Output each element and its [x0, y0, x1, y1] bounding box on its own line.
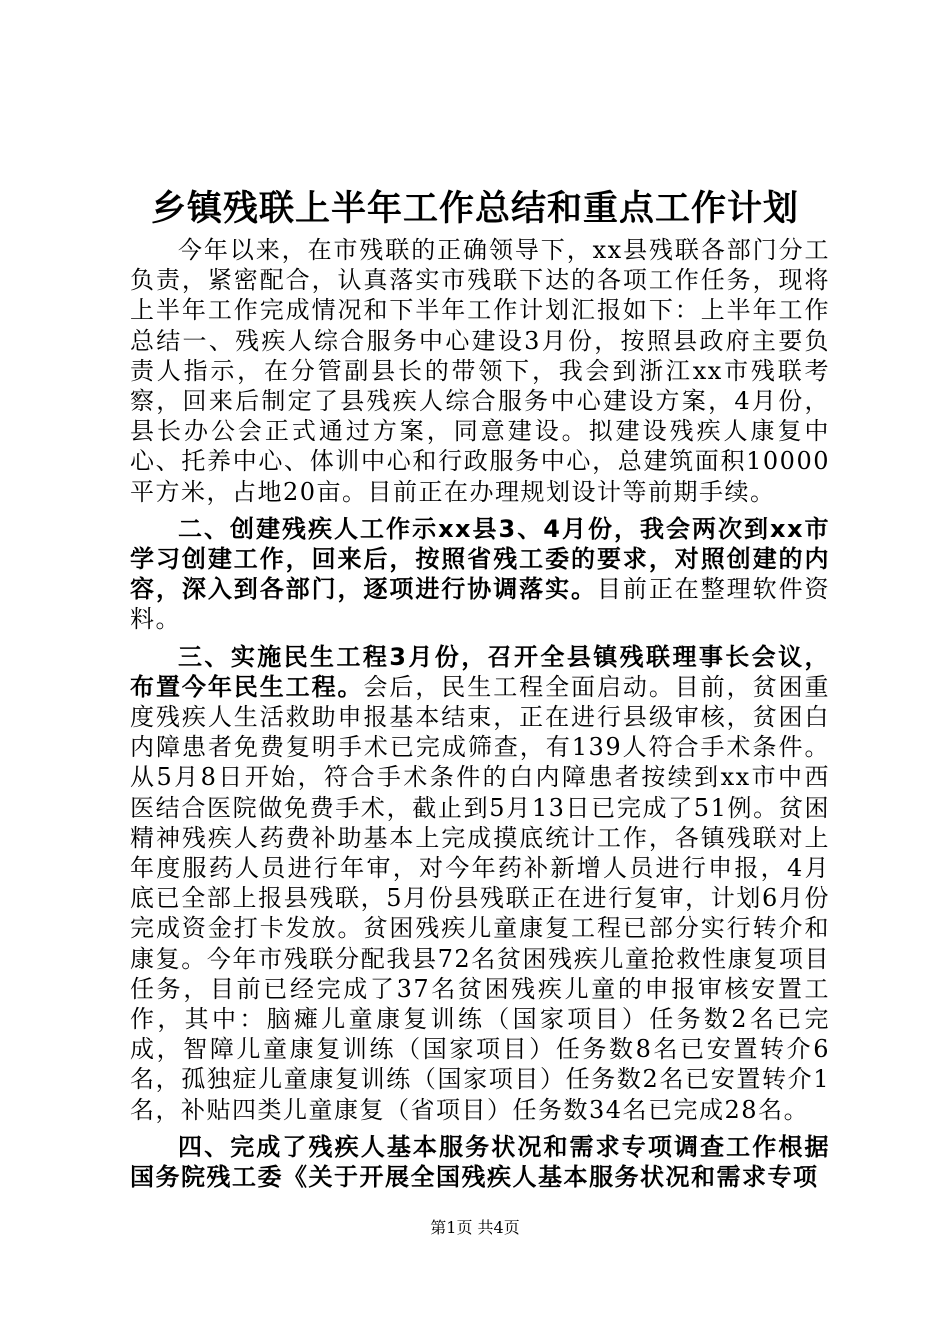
paragraph-1 — [130, 235, 830, 507]
paragraph-2 — [130, 514, 830, 635]
paragraph-4-heading: 四、完成了残疾人基本服务状况和需求专项调查工作根据国务院残工委《关于开展全国残疾人基本服务状况和需求专项 — [130, 1132, 830, 1192]
paragraph-1-text: 今年以来，在市残联的正确领导下，xx县残联各部门分工负责，紧密配合，认真落实市残联下达的各项工作任务，现将上半年工作完成情况和下半年工作计划汇报如下：上半年工作总结一、残疾人综合服务中心建设3月份，按照县政府主要负责人指示，在分管副县长的带领下，我会到浙江xx市残联考察，回来后制定了县残疾人综合服务中心建设方案，4月份，县长办公会正式通过方案，同意建设。拟建设残疾人康复中心、托养中心、体训中心和行政服务中心，总建筑面积10000平方米，占地20亩。目前正在办理规划设计等前期手续。 — [130, 236, 830, 506]
paragraph-3 — [130, 642, 830, 1125]
page-number-footer: 第1页 共4页 — [430, 1218, 520, 1237]
paragraph-2-heading: 二、创建残疾人工作示xx县3、4月份，我会两次到xx市学习创建工作，回来后，按照省残工委的要求，对照创建的内容，深入到各部门，逐项进行协调落实。 — [130, 514, 830, 604]
paragraph-3-text: 会后，民生工程全面启动。目前，贫困重度残疾人生活救助申报基本结束，正在进行县级审核，贫困白内障患者免费复明手术已完成筛查，有139人符合手术条件。从5月8日开始，符合手术条件的白内障患者按续到xx市中西医结合医院做免费手术，截止到5月13日已完成了51例。贫困精神残疾人药费补助基本上完成摸底统计工作，各镇残联对上年度服药人员进行年审，对今年药补新增人员进行申报，4月底已全部上报县残联，5月份县残联正在进行复审，计划6月份完成资金打卡发放。贫困残疾儿童康复工程已部分实行转介和康复。今年市残联分配我县72名贫困残疾儿童抢救性康复项目任务，目前已经完成了37名贫困残疾儿童的申报审核安置工作，其中：脑瘫儿童康复训练（国家项目）任务数2名已完成，智障儿童康复训练（国家项目）任务数8名已安置转介6名，孤独症儿童康复训练（国家项目）任务数2名已安置转介1名，补贴四类儿童康复（省项目）任务数34名已完成28名。 — [130, 672, 831, 1124]
document-title: 乡镇残联上半年工作总结和重点工作计划 — [150, 189, 799, 229]
paragraph-2-text: 目前正在整理软件资料。 — [130, 575, 831, 634]
document-body — [130, 235, 830, 1199]
paragraph-4 — [130, 1132, 830, 1192]
paragraph-3-heading: 三、实施民生工程3月份，召开全县镇残联理事长会议，布置今年民生工程。 — [130, 642, 830, 701]
